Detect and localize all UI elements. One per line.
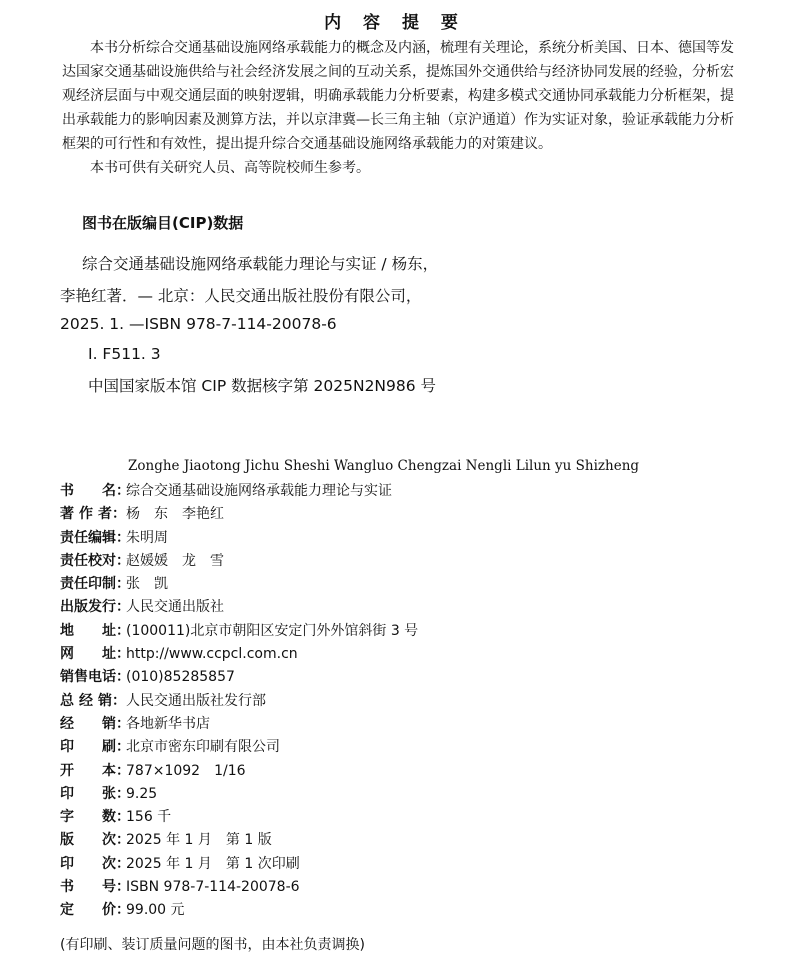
colophon-value: (100011)北京市朝阳区安定门外外馆斜街 3 号 bbox=[126, 622, 419, 639]
colophon-value: 杨 东 李艳红 bbox=[126, 506, 224, 523]
colophon-value: (010)85285857 bbox=[126, 669, 235, 686]
colophon-row bbox=[60, 690, 750, 713]
colophon-label: 书 名： bbox=[60, 483, 130, 499]
colophon-row bbox=[60, 876, 750, 899]
colophon-row bbox=[60, 760, 750, 783]
colophon-label: 经 销： bbox=[60, 715, 130, 732]
colophon-value: 99.00 元 bbox=[126, 902, 185, 919]
colophon-value: 赵媛媛 龙 雪 bbox=[126, 552, 224, 569]
colophon-label: 责任编辑： bbox=[60, 529, 130, 546]
colophon-label: 出版发行： bbox=[60, 599, 130, 616]
cip-line: Ⅰ. F511. 3 bbox=[88, 345, 161, 363]
colophon-value: 2025 年 1 月 第 1 次印刷 bbox=[126, 855, 300, 872]
cip-heading: 图书在版编目(CIP)数据 bbox=[82, 214, 244, 232]
cip-line: 2025. 1. —ISBN 978-7-114-20078-6 bbox=[60, 315, 337, 333]
colophon-label: 印 张： bbox=[60, 785, 130, 802]
colophon-row bbox=[60, 620, 750, 643]
colophon-label: 网 址： bbox=[60, 646, 130, 663]
colophon-value: 各地新华书店 bbox=[126, 715, 210, 732]
colophon-label: 定 价： bbox=[60, 902, 130, 919]
colophon-value: 人民交通出版社 bbox=[126, 599, 224, 616]
colophon-row bbox=[60, 480, 750, 503]
colophon-value: 156 千 bbox=[126, 809, 172, 826]
colophon-label: 销售电话： bbox=[60, 669, 130, 686]
colophon-value: 朱明周 bbox=[126, 529, 168, 546]
summary-paragraph: 本书分析综合交通基础设施网络承载能力的概念及内涵，梳理有关理论，系统分析美国、日本、德国等发达国家交通基础设施供给与社会经济发展之间的互动关系，提炼国外交通供给与经济协同发展的经验，分析宏观经济层面与中观交通层面的映射逻辑，明确承载能力分析要素，构建多模式交通协同承载能力分析框架，提出承载能力的影响因素及测算方法，并以京津冀—长三角主轴（京沪通道）作为实证对象，验证承载能力分析框架的可行性和有效性，提出提升综合交通基础设施网络承载能力的对策建议。 bbox=[62, 40, 734, 152]
colophon-row bbox=[60, 573, 750, 596]
colophon-label: 印 次： bbox=[60, 855, 130, 872]
colophon-label: 印 刷： bbox=[60, 739, 130, 756]
colophon-value: 综合交通基础设施网络承载能力理论与实证 bbox=[126, 483, 392, 499]
colophon-row bbox=[60, 596, 750, 619]
footnote: (有印刷、装订质量问题的图书，由本社负责调换) bbox=[60, 937, 365, 953]
colophon-label: 字 数： bbox=[60, 809, 130, 826]
colophon-row bbox=[60, 666, 750, 689]
colophon-row bbox=[60, 643, 750, 666]
colophon bbox=[60, 480, 750, 923]
colophon-label: 责任印制： bbox=[60, 576, 130, 593]
cip-line: 综合交通基础设施网络承载能力理论与实证 / 杨东， bbox=[82, 255, 439, 273]
colophon-row bbox=[60, 527, 750, 550]
summary-title: 内 容 提 要 bbox=[324, 13, 466, 33]
colophon-value: 北京市密东印刷有限公司 bbox=[126, 739, 280, 756]
pinyin-title: Zonghe Jiaotong Jichu Sheshi Wangluo Chengzai Nengli Lilun yu Shizheng bbox=[128, 458, 640, 474]
colophon-label: 版 次： bbox=[60, 832, 130, 849]
cip-line: 李艳红著．— 北京：人民交通出版社股份有限公司， bbox=[60, 287, 422, 305]
colophon-row bbox=[60, 713, 750, 736]
colophon-label: 责任校对： bbox=[60, 552, 130, 569]
cip-line: 中国国家版本馆 CIP 数据核字第 2025N2N986 号 bbox=[88, 377, 437, 395]
colophon-value: http://www.ccpcl.com.cn bbox=[126, 646, 298, 663]
colophon-value: 9.25 bbox=[126, 785, 158, 802]
colophon-value: 2025 年 1 月 第 1 版 bbox=[126, 832, 272, 849]
colophon-row bbox=[60, 806, 750, 829]
colophon-value: 人民交通出版社发行部 bbox=[126, 692, 266, 709]
colophon-row bbox=[60, 899, 750, 922]
colophon-label: 著 作 者： bbox=[60, 506, 126, 523]
colophon-label: 书 号： bbox=[60, 879, 130, 896]
colophon-row bbox=[60, 853, 750, 876]
colophon-row bbox=[60, 829, 750, 852]
colophon-value: 张 凯 bbox=[126, 576, 168, 593]
colophon-row bbox=[60, 736, 750, 759]
colophon-label: 地 址： bbox=[60, 622, 130, 639]
colophon-label: 开 本： bbox=[60, 762, 130, 779]
colophon-row bbox=[60, 503, 750, 526]
colophon-label: 总 经 销： bbox=[60, 692, 126, 709]
summary-section bbox=[62, 36, 734, 180]
colophon-value: 787×1092 1/16 bbox=[126, 762, 246, 779]
colophon-row bbox=[60, 783, 750, 806]
colophon-value: ISBN 978-7-114-20078-6 bbox=[126, 879, 300, 896]
colophon-row bbox=[60, 550, 750, 573]
summary-paragraph: 本书可供有关研究人员、高等院校师生参考。 bbox=[90, 160, 370, 176]
